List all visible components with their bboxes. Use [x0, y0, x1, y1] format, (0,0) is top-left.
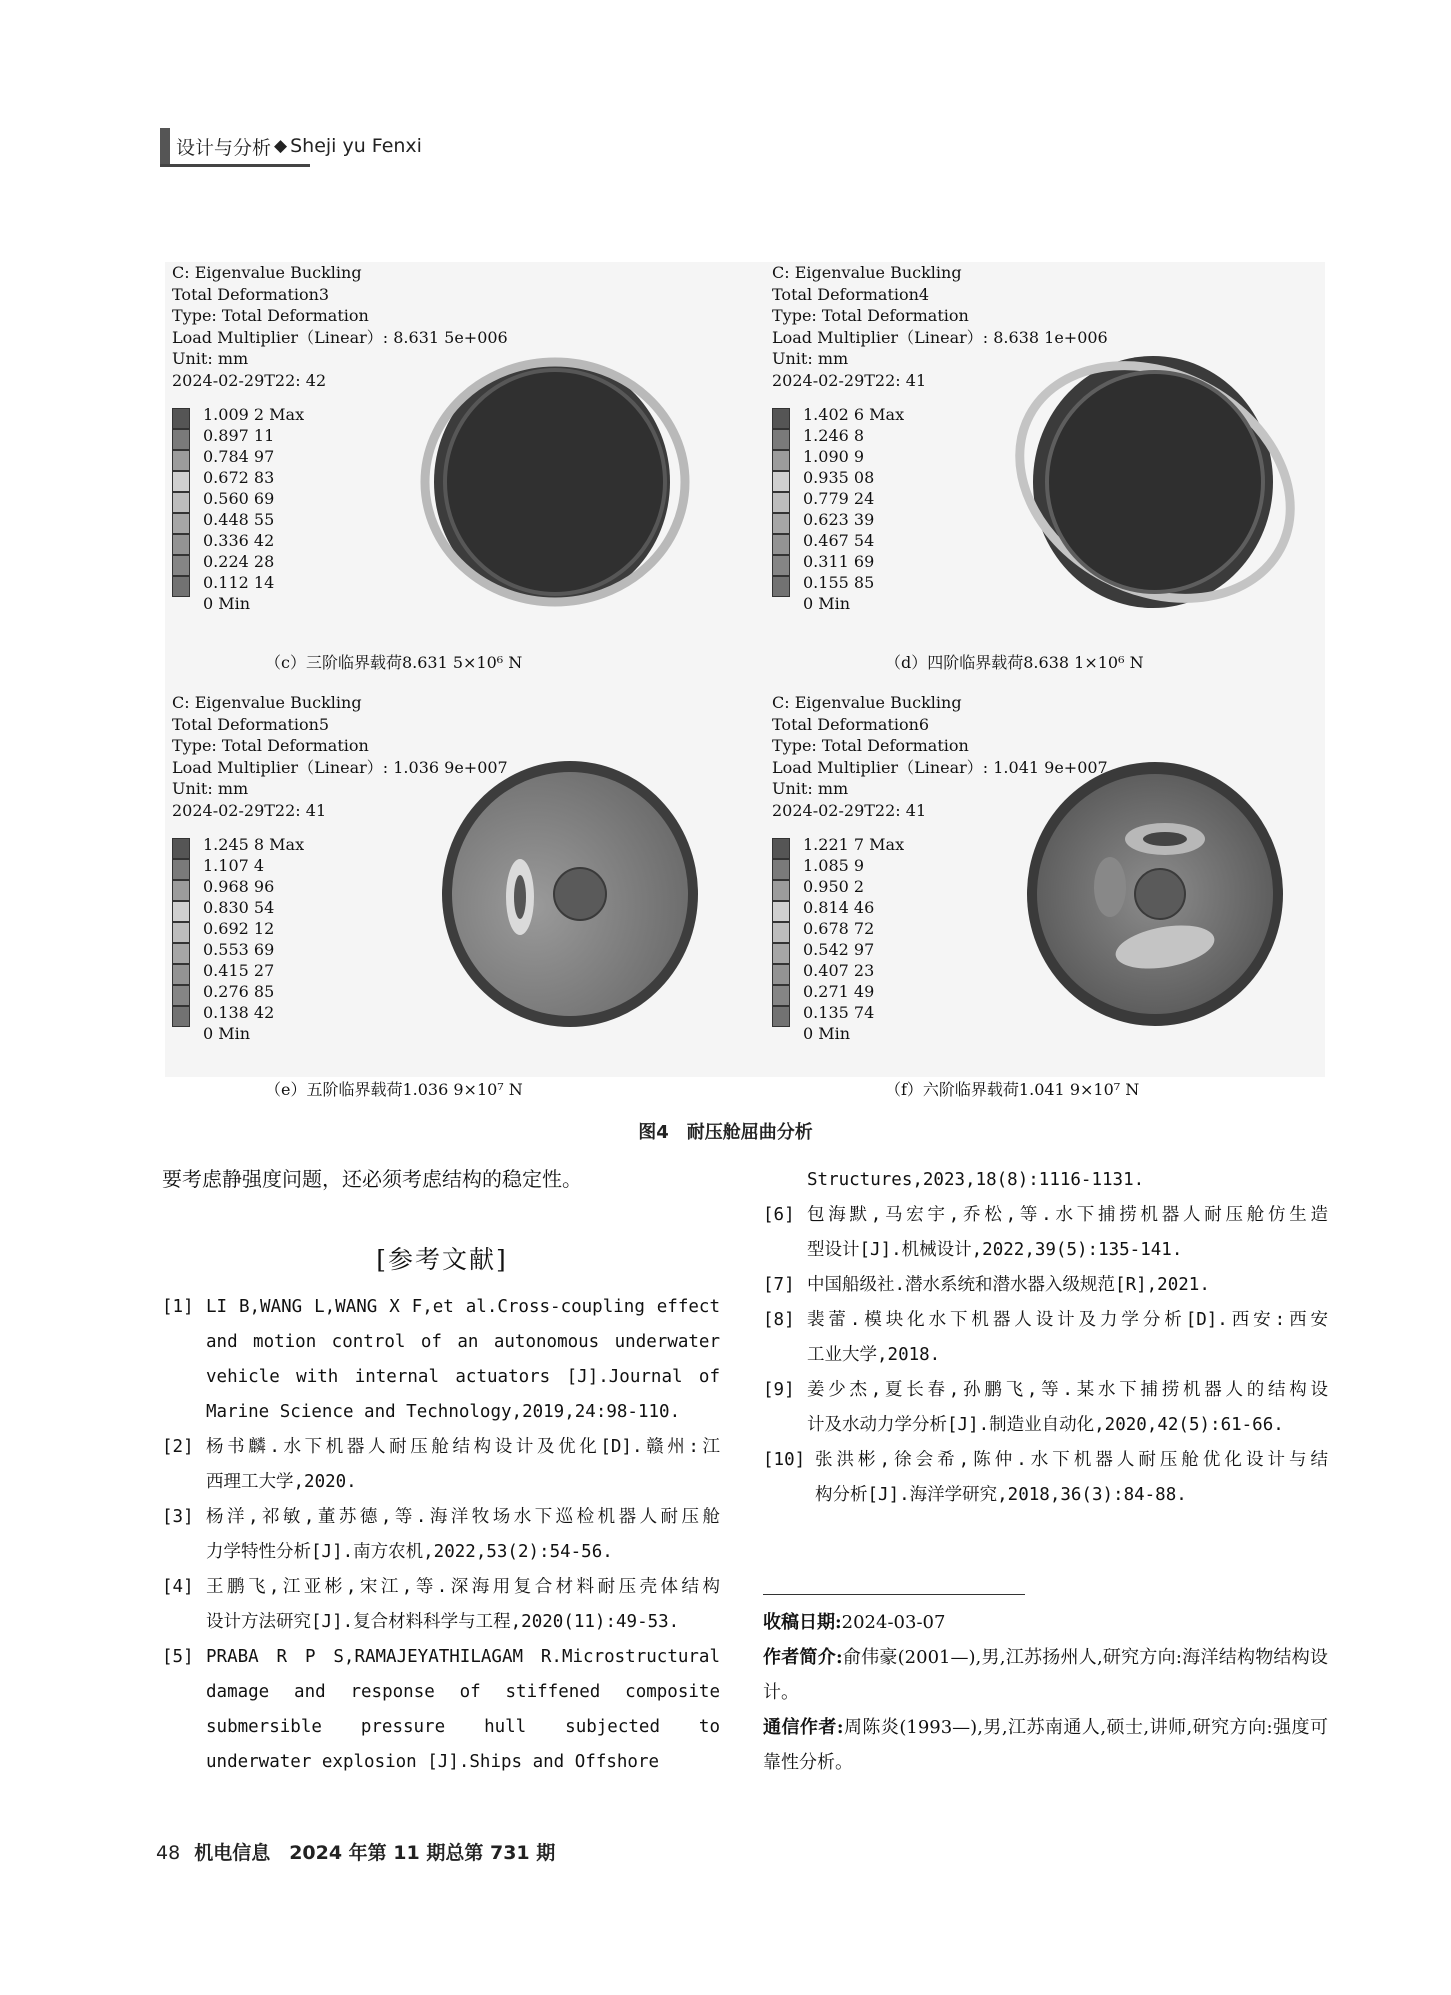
legend-label: 0 Min [203, 594, 251, 613]
legend-swatch [172, 880, 190, 901]
reference-line: 姜少杰,夏长春,孙鹏飞,等.某水下捕捞机器人的结构设 [807, 1380, 1328, 1400]
panel-f-caption: （f）六阶临界载荷1.041 9×10⁷ N [885, 1080, 1140, 1099]
legend-label: 0.138 42 [203, 1003, 275, 1022]
legend-label: 0 Min [803, 594, 851, 613]
legend-swatch [172, 513, 190, 534]
reference-line: 计及水动力学分析[J].制造业自动化,2020,42(5):61-66. [807, 1415, 1284, 1435]
legend-swatch [772, 838, 790, 859]
legend-swatch [772, 429, 790, 450]
legend-label: 0.155 85 [803, 573, 875, 592]
legend-label: 0.224 28 [203, 552, 275, 571]
legend-label: 1.009 2 Max [203, 405, 305, 424]
legend-label: 0.897 11 [203, 426, 275, 445]
reference-line: PRABA R P S,RAMAJEYATHILAGAM R.Microstructural [206, 1647, 720, 1667]
panel-e-caption: （e）五阶临界载荷1.036 9×10⁷ N [265, 1080, 523, 1099]
reference-line: and motion control of an autonomous underwater [206, 1332, 720, 1352]
legend-swatch [772, 964, 790, 985]
figure-title: 图4 耐压舱屈曲分析 [638, 1122, 813, 1143]
author-bio: 作者简介:俞伟豪(2001—),男,江苏扬州人,研究方向:海洋结构物结构设计。 [763, 1647, 1328, 1703]
reference-line: submersible pressure hull subjected to [206, 1717, 720, 1737]
legend-swatch [772, 985, 790, 1006]
reference-number: [10] [763, 1450, 806, 1470]
reference-line: 工业大学,2018. [807, 1345, 941, 1365]
reference-number: [5] [162, 1647, 194, 1667]
running-header [160, 128, 460, 164]
legend-swatch [772, 555, 790, 576]
reference-line: 裴蕾.模块化水下机器人设计及力学分析[D].西安:西安 [807, 1310, 1328, 1330]
legend-swatch [772, 1006, 790, 1027]
page-number: 48 [156, 1842, 181, 1864]
legend-label: 0.678 72 [803, 919, 875, 938]
reference-line: 包海默,马宏宇,乔松,等.水下捕捞机器人耐压舱仿生造 [807, 1205, 1328, 1225]
legend-label: 0.784 97 [203, 447, 275, 466]
legend-swatch [172, 408, 190, 429]
legend-swatch [172, 943, 190, 964]
panel-c-caption: （c）三阶临界载荷8.631 5×10⁶ N [265, 653, 523, 672]
legend-swatch [172, 429, 190, 450]
legend-swatch [172, 450, 190, 471]
legend-swatch [772, 450, 790, 471]
body-paragraph-end: 要考虑静强度问题，还必须考虑结构的稳定性。 [162, 1167, 582, 1191]
legend-label: 0.560 69 [203, 489, 275, 508]
legend-label: 0.830 54 [203, 898, 275, 917]
legend-label: 0.112 14 [203, 573, 275, 592]
legend-label: 0.448 55 [203, 510, 275, 529]
legend-label: 0.623 39 [803, 510, 875, 529]
reference-number: [8] [763, 1310, 795, 1330]
legend-label: 1.245 8 Max [203, 835, 305, 854]
legend-label: 0.407 23 [803, 961, 875, 980]
legend-label: 0.542 97 [803, 940, 875, 959]
legend-swatch [772, 901, 790, 922]
reference-line: 王鹏飞,江亚彬,宋江,等.深海用复合材料耐压壳体结构 [206, 1577, 720, 1597]
legend-swatch [172, 471, 190, 492]
legend-swatch [172, 838, 190, 859]
reference-line: Marine Science and Technology,2019,24:98-110. [206, 1402, 681, 1422]
panel-c-legend [172, 405, 332, 620]
reference-number: [3] [162, 1507, 194, 1527]
journal-info: 机电信息 2024 年第 11 期总第 731 期 [194, 1842, 556, 1864]
legend-label: 0.814 46 [803, 898, 875, 917]
legend-label: 0.467 54 [803, 531, 875, 550]
legend-swatch [772, 471, 790, 492]
legend-label: 0 Min [203, 1024, 251, 1043]
panel-f-info: C: Eigenvalue Buckling Total Deformation6 Type: Total Deformation Load Multiplier（Linear）: 1.041 9e+007 Unit: mm 2024-02-29T22: 41 [772, 693, 1108, 820]
legend-label: 0.271 49 [803, 982, 875, 1001]
legend-swatch [772, 576, 790, 597]
references-heading: [参考文献] [376, 1245, 508, 1274]
legend-label: 0.672 83 [203, 468, 275, 487]
footnote-rule [763, 1594, 1025, 1595]
header-section-en: Sheji yu Fenxi [290, 135, 422, 157]
legend-label: 0.135 74 [803, 1003, 875, 1022]
legend-label: 0.276 85 [203, 982, 275, 1001]
reference-line: 力学特性分析[J].南方农机,2022,53(2):54-56. [206, 1542, 613, 1562]
legend-label: 0.415 27 [203, 961, 275, 980]
page-footer [156, 1838, 555, 1865]
panel-d-info: C: Eigenvalue Buckling Total Deformation4 Type: Total Deformation Load Multiplier（Linear）: 8.638 1e+006 Unit: mm 2024-02-29T22: 41 [772, 263, 1108, 390]
reference-line: vehicle with internal actuators [J].Journal of [206, 1367, 720, 1387]
legend-swatch [772, 492, 790, 513]
legend-label: 0.311 69 [803, 552, 875, 571]
panel-c [165, 262, 745, 687]
legend-label: 0.935 08 [803, 468, 875, 487]
reference-line: 杨洋,祁敏,董苏德,等.海洋牧场水下巡检机器人耐压舱 [206, 1507, 720, 1527]
legend-swatch [172, 859, 190, 880]
legend-label: 0 Min [803, 1024, 851, 1043]
legend-label: 1.085 9 [803, 856, 865, 875]
reference-line: damage and response of stiffened composite [206, 1682, 720, 1702]
header-section-cn: 设计与分析 [176, 136, 272, 159]
panel-e-legend [172, 835, 332, 1050]
legend-swatch [772, 513, 790, 534]
legend-swatch [172, 555, 190, 576]
figure-4 [165, 262, 1325, 1099]
header-bar [160, 128, 170, 164]
legend-swatch [772, 408, 790, 429]
legend-label: 0.553 69 [203, 940, 275, 959]
reference-line: 杨书麟.水下机器人耐压舱结构设计及优化[D].赣州:江 [206, 1437, 720, 1457]
legend-label: 0.336 42 [203, 531, 275, 550]
legend-swatch [772, 922, 790, 943]
legend-label: 1.246 8 [803, 426, 865, 445]
panel-d [765, 262, 1345, 687]
legend-label: 0.692 12 [203, 919, 275, 938]
reference-line: 构分析[J].海洋学研究,2018,36(3):84-88. [815, 1485, 1187, 1505]
reference-line: 中国船级社.潜水系统和潜水器入级规范[R],2021. [807, 1275, 1210, 1295]
legend-label: 1.107 4 [203, 856, 265, 875]
panel-e [165, 692, 745, 1117]
panel-e-render [435, 757, 705, 1032]
legend-swatch [172, 964, 190, 985]
legend-swatch [772, 880, 790, 901]
panel-c-render [415, 342, 695, 622]
legend-swatch [772, 534, 790, 555]
legend-label: 1.402 6 Max [803, 405, 905, 424]
reference-number: [6] [763, 1205, 795, 1225]
legend-label: 0.950 2 [803, 877, 865, 896]
reference-line: 型设计[J].机械设计,2022,39(5):135-141. [807, 1240, 1183, 1260]
reference-number: [4] [162, 1577, 194, 1597]
legend-swatch [772, 859, 790, 880]
corresponding-author: 通信作者:周陈炎(1993—),男,江苏南通人,硕士,讲师,研究方向:强度可靠性分析。 [763, 1717, 1328, 1773]
legend-swatch [172, 922, 190, 943]
legend-swatch [172, 534, 190, 555]
panel-f-legend [772, 835, 932, 1050]
panel-d-caption: （d）四阶临界载荷8.638 1×10⁶ N [885, 653, 1144, 672]
legend-label: 1.090 9 [803, 447, 865, 466]
legend-label: 0.968 96 [203, 877, 275, 896]
legend-label: 1.221 7 Max [803, 835, 905, 854]
reference-number: [2] [162, 1437, 194, 1457]
reference-number: [9] [763, 1380, 795, 1400]
legend-label: 0.779 24 [803, 489, 875, 508]
legend-swatch [172, 901, 190, 922]
diamond-icon: ◆ [274, 136, 288, 156]
panel-c-info: C: Eigenvalue Buckling Total Deformation3 Type: Total Deformation Load Multiplier（Linear）: 8.631 5e+006 Unit: mm 2024-02-29T22: 42 [172, 263, 508, 390]
reference-line: 张洪彬,徐会希,陈仲.水下机器人耐压舱优化设计与结 [815, 1450, 1328, 1470]
reference-number: [1] [162, 1297, 194, 1317]
panel-d-legend [772, 405, 932, 620]
received-date: 收稿日期:2024-03-07 [763, 1612, 946, 1633]
panel-f [765, 692, 1345, 1117]
reference-line: LI B,WANG L,WANG X F,et al.Cross-coupling effect [206, 1297, 720, 1317]
reference-line: 设计方法研究[J].复合材料科学与工程,2020(11):49-53. [206, 1612, 680, 1632]
reference-line: Structures,2023,18(8):1116-1131. [807, 1170, 1145, 1190]
legend-swatch [172, 492, 190, 513]
legend-swatch [172, 576, 190, 597]
panel-f-render [1015, 757, 1295, 1032]
panel-d-render [1005, 342, 1305, 622]
panel-e-info: C: Eigenvalue Buckling Total Deformation5 Type: Total Deformation Load Multiplier（Linear）: 1.036 9e+007 Unit: mm 2024-02-29T22: 41 [172, 693, 508, 820]
legend-swatch [172, 985, 190, 1006]
header-rule [160, 164, 310, 167]
legend-swatch [172, 1006, 190, 1027]
legend-swatch [772, 943, 790, 964]
reference-line: underwater explosion [J].Ships and Offshore [206, 1752, 660, 1772]
reference-number: [7] [763, 1275, 795, 1295]
reference-line: 西理工大学,2020. [206, 1472, 357, 1492]
